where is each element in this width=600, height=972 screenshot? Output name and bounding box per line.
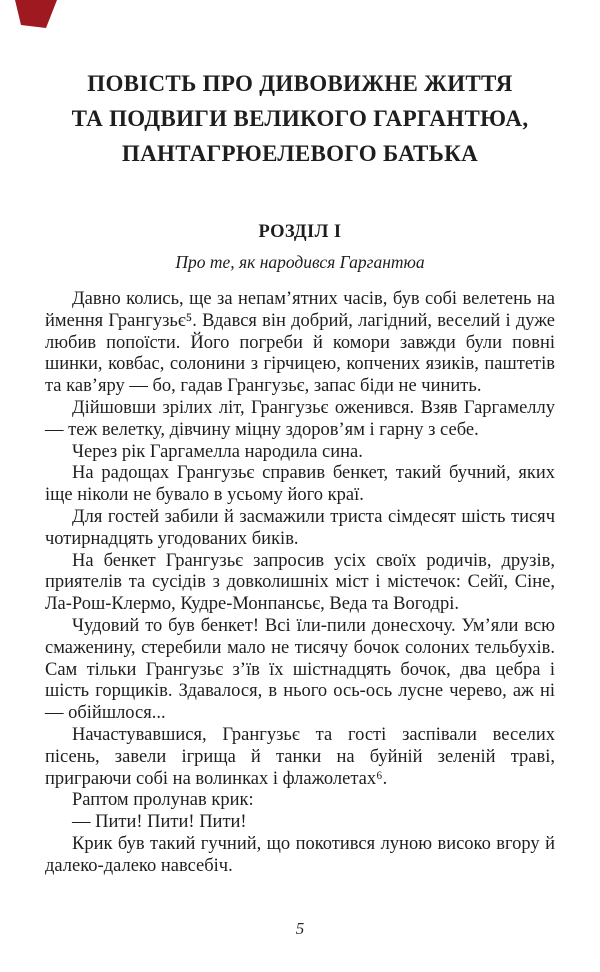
book-title — [38, 0, 562, 171]
chapter-body — [45, 289, 555, 878]
body-paragraph: Давно колись, ще за непам’ятних часів, був собі велетень на ймення Грангузьє⁵. Вдався він добрий, лагідний, веселий і дуже любив попоїсти. Його погреби й комори завжди були повні шинки, ковбас, солонини з гірчицею, копчених язиків, паштетів та кав’яру — бо, гадав Грангузьє, запас біди не чинить. — [45, 289, 555, 397]
page-number: 5 — [295, 919, 305, 938]
body-paragraph: Через рік Гаргамелла народила сина. — [72, 441, 363, 462]
chapter-subtitle: Про те, як народився Гаргантюа — [175, 252, 425, 272]
red-corner-mark-icon — [0, 0, 70, 32]
body-paragraph: На бенкет Грангузьє запросив усіх своїх родичів, друзів, приятелів та сусідів з довколишніх міст і містечок: Сейї, Сіне, Ла-Рош-Клермо, Кудре-Монпансьє, Веда та Вогодрі. — [45, 550, 555, 615]
book-title-line-1: ПОВІСТЬ ПРО ДИВОВИЖНЕ ЖИТТЯ — [87, 71, 513, 96]
body-paragraph: Для гостей забили й засмажили триста сімдесят шість тисяч чотирнадцять угодованих биків. — [45, 506, 555, 549]
body-paragraph: На радощах Грангузьє справив бенкет, такий бучний, яких іще ніколи не бувало в усьому його краї. — [45, 463, 555, 506]
chapter-heading: РОЗДІЛ I — [258, 222, 342, 242]
body-paragraph: Начастувавшися, Грангузьє та гості заспівали веселих пісень, завели ігрища й танки на буйній зеленій траві, приграючи собі на волинках і флажолетах⁶. — [45, 724, 555, 789]
book-title-line-2: ТА ПОДВИГИ ВЕЛИКОГО ГАРГАНТЮА, — [71, 106, 529, 131]
body-paragraph: Крик був такий гучний, що покотився луною високо вгору й далеко-далеко навсебіч. — [45, 833, 555, 876]
book-title-line-3: ПАНТАГРЮЕЛЕВОГО БАТЬКА — [121, 141, 479, 166]
red-corner-mark-shape — [15, 0, 57, 28]
body-paragraph dialogue-line: — Пити! Пити! Пити! — [72, 812, 247, 833]
body-paragraph: Дійшовши зрілих літ, Грангузьє оженився. Взяв Гаргамеллу — теж велетку, дівчину міцну здоров’ям і гарну з себе. — [45, 397, 555, 440]
body-paragraph: Раптом пролунав крик: — [72, 790, 254, 811]
body-paragraph: Чудовий то був бенкет! Всі їли-пили донесхочу. Ум’яли всю смаженину, стеребили мало не тисячу бочок солоних тельбухів. Сам тільки Грангузьє з’їв їх шістнадцять бочок, два цебра і шість горщиків. Здавалося, в нього ось-ось лусне черево, аж ні — обійшлося... — [45, 615, 555, 724]
